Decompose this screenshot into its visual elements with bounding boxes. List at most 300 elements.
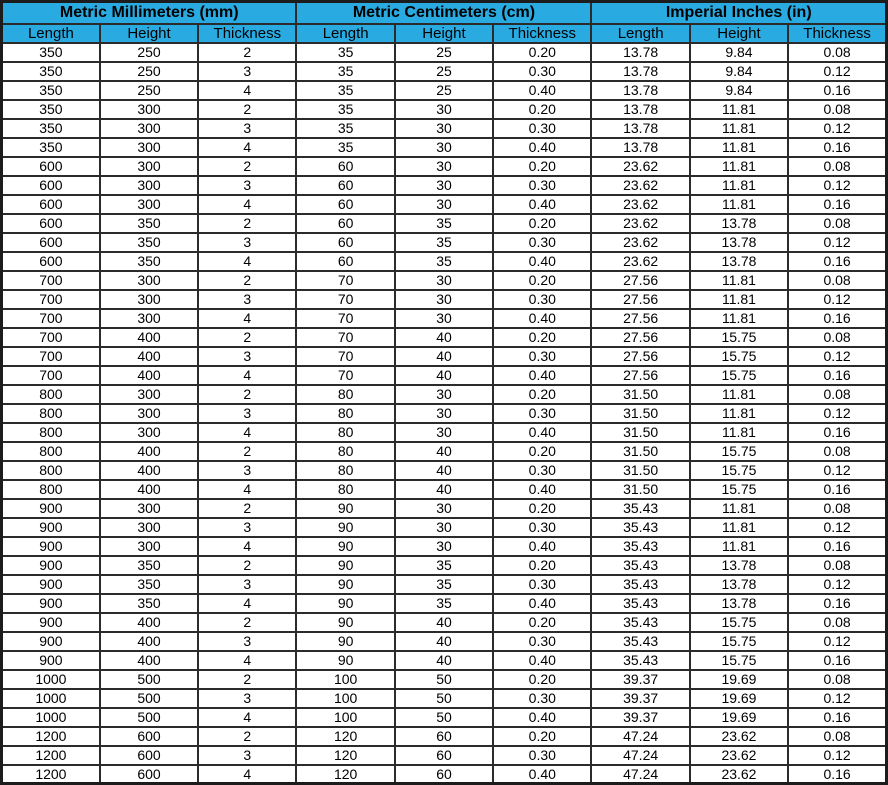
cell: 47.24 [591, 765, 689, 784]
cell: 90 [296, 632, 394, 651]
cell: 15.75 [690, 480, 788, 499]
cell: 3 [198, 119, 296, 138]
cell: 31.50 [591, 385, 689, 404]
table-row [2, 556, 887, 575]
cell: 35 [395, 594, 493, 613]
cell: 40 [395, 328, 493, 347]
cell: 900 [2, 613, 100, 632]
cell: 600 [100, 765, 198, 784]
cell: 0.16 [788, 537, 886, 556]
cell: 0.40 [493, 594, 591, 613]
cell: 0.40 [493, 366, 591, 385]
cell: 11.81 [690, 119, 788, 138]
cell: 3 [198, 575, 296, 594]
cell: 300 [100, 157, 198, 176]
cell: 11.81 [690, 138, 788, 157]
cell: 15.75 [690, 442, 788, 461]
cell: 0.40 [493, 138, 591, 157]
cell: 0.16 [788, 708, 886, 727]
column-header-in-height: Height [690, 24, 788, 43]
column-header-mm-thickness: Thickness [198, 24, 296, 43]
cell: 0.20 [493, 442, 591, 461]
cell: 30 [395, 157, 493, 176]
cell: 9.84 [690, 62, 788, 81]
cell: 0.08 [788, 670, 886, 689]
cell: 3 [198, 62, 296, 81]
cell: 35 [395, 214, 493, 233]
cell: 400 [100, 328, 198, 347]
cell: 39.37 [591, 689, 689, 708]
cell: 300 [100, 290, 198, 309]
cell: 40 [395, 366, 493, 385]
cell: 1200 [2, 765, 100, 784]
table-row [2, 651, 887, 670]
cell: 31.50 [591, 461, 689, 480]
cell: 19.69 [690, 689, 788, 708]
cell: 120 [296, 727, 394, 746]
column-header-mm-height: Height [100, 24, 198, 43]
cell: 600 [2, 252, 100, 271]
cell: 3 [198, 461, 296, 480]
cell: 500 [100, 689, 198, 708]
cell: 0.16 [788, 480, 886, 499]
cell: 30 [395, 176, 493, 195]
table-row [2, 252, 887, 271]
cell: 800 [2, 461, 100, 480]
cell: 0.30 [493, 575, 591, 594]
table-row [2, 613, 887, 632]
cell: 13.78 [591, 43, 689, 62]
cell: 1000 [2, 670, 100, 689]
cell: 2 [198, 100, 296, 119]
cell: 300 [100, 138, 198, 157]
column-header-cm-height: Height [395, 24, 493, 43]
table-row [2, 290, 887, 309]
cell: 0.20 [493, 499, 591, 518]
cell: 50 [395, 670, 493, 689]
cell: 0.40 [493, 81, 591, 100]
cell: 0.40 [493, 480, 591, 499]
table-row [2, 689, 887, 708]
cell: 100 [296, 670, 394, 689]
cell: 4 [198, 594, 296, 613]
table-row [2, 480, 887, 499]
column-header-mm-length: Length [2, 24, 100, 43]
cell: 11.81 [690, 176, 788, 195]
cell: 0.08 [788, 43, 886, 62]
cell: 0.30 [493, 119, 591, 138]
cell: 0.16 [788, 81, 886, 100]
group-header-cm: Metric Centimeters (cm) [296, 2, 591, 24]
cell: 4 [198, 480, 296, 499]
cell: 23.62 [690, 727, 788, 746]
cell: 70 [296, 271, 394, 290]
cell: 0.16 [788, 252, 886, 271]
cell: 1000 [2, 689, 100, 708]
table-body [2, 43, 887, 784]
table-row [2, 727, 887, 746]
table-row [2, 214, 887, 233]
cell: 400 [100, 651, 198, 670]
cell: 0.12 [788, 347, 886, 366]
table-row [2, 537, 887, 556]
table-row [2, 347, 887, 366]
cell: 11.81 [690, 499, 788, 518]
cell: 11.81 [690, 537, 788, 556]
cell: 350 [2, 43, 100, 62]
cell: 30 [395, 271, 493, 290]
cell: 60 [296, 195, 394, 214]
cell: 0.16 [788, 423, 886, 442]
cell: 0.16 [788, 765, 886, 784]
cell: 0.08 [788, 727, 886, 746]
column-header-in-thickness: Thickness [788, 24, 886, 43]
cell: 0.30 [493, 746, 591, 765]
cell: 350 [2, 138, 100, 157]
cell: 600 [2, 233, 100, 252]
cell: 13.78 [591, 81, 689, 100]
cell: 23.62 [591, 157, 689, 176]
cell: 0.30 [493, 290, 591, 309]
cell: 0.40 [493, 309, 591, 328]
cell: 600 [2, 157, 100, 176]
cell: 11.81 [690, 309, 788, 328]
cell: 3 [198, 632, 296, 651]
cell: 0.40 [493, 708, 591, 727]
cell: 0.20 [493, 100, 591, 119]
cell: 47.24 [591, 746, 689, 765]
cell: 60 [296, 214, 394, 233]
table-row [2, 708, 887, 727]
cell: 0.40 [493, 195, 591, 214]
cell: 2 [198, 727, 296, 746]
cell: 0.20 [493, 328, 591, 347]
group-header-mm: Metric Millimeters (mm) [2, 2, 297, 24]
cell: 0.20 [493, 385, 591, 404]
cell: 700 [2, 347, 100, 366]
cell: 0.20 [493, 613, 591, 632]
cell: 4 [198, 651, 296, 670]
cell: 70 [296, 309, 394, 328]
cell: 0.30 [493, 62, 591, 81]
cell: 0.12 [788, 62, 886, 81]
cell: 30 [395, 138, 493, 157]
cell: 3 [198, 176, 296, 195]
cell: 35.43 [591, 632, 689, 651]
cell: 2 [198, 613, 296, 632]
cell: 27.56 [591, 328, 689, 347]
cell: 800 [2, 442, 100, 461]
cell: 600 [100, 746, 198, 765]
cell: 300 [100, 176, 198, 195]
cell: 60 [296, 233, 394, 252]
table-row [2, 518, 887, 537]
table-row [2, 328, 887, 347]
cell: 60 [395, 727, 493, 746]
cell: 300 [100, 195, 198, 214]
cell: 35.43 [591, 537, 689, 556]
cell: 23.62 [591, 252, 689, 271]
cell: 0.30 [493, 347, 591, 366]
cell: 350 [2, 81, 100, 100]
cell: 80 [296, 442, 394, 461]
table-row [2, 81, 887, 100]
cell: 2 [198, 385, 296, 404]
cell: 0.30 [493, 689, 591, 708]
cell: 30 [395, 499, 493, 518]
cell: 0.12 [788, 518, 886, 537]
cell: 30 [395, 385, 493, 404]
cell: 15.75 [690, 613, 788, 632]
cell: 0.16 [788, 138, 886, 157]
cell: 3 [198, 347, 296, 366]
cell: 300 [100, 423, 198, 442]
cell: 40 [395, 347, 493, 366]
cell: 27.56 [591, 290, 689, 309]
cell: 2 [198, 157, 296, 176]
cell: 27.56 [591, 347, 689, 366]
cell: 0.12 [788, 404, 886, 423]
cell: 400 [100, 366, 198, 385]
cell: 50 [395, 689, 493, 708]
cell: 9.84 [690, 43, 788, 62]
cell: 31.50 [591, 442, 689, 461]
cell: 11.81 [690, 404, 788, 423]
cell: 50 [395, 708, 493, 727]
cell: 13.78 [690, 575, 788, 594]
cell: 0.12 [788, 119, 886, 138]
cell: 2 [198, 670, 296, 689]
cell: 100 [296, 708, 394, 727]
cell: 30 [395, 309, 493, 328]
cell: 0.20 [493, 43, 591, 62]
table-row [2, 233, 887, 252]
table-row [2, 499, 887, 518]
cell: 11.81 [690, 195, 788, 214]
cell: 80 [296, 385, 394, 404]
cell: 30 [395, 518, 493, 537]
cell: 47.24 [591, 727, 689, 746]
table-row [2, 670, 887, 689]
cell: 1200 [2, 727, 100, 746]
cell: 120 [296, 746, 394, 765]
cell: 35.43 [591, 556, 689, 575]
cell: 35 [395, 575, 493, 594]
cell: 0.40 [493, 651, 591, 670]
cell: 900 [2, 556, 100, 575]
cell: 90 [296, 556, 394, 575]
cell: 3 [198, 404, 296, 423]
table-row [2, 138, 887, 157]
cell: 4 [198, 81, 296, 100]
cell: 35.43 [591, 651, 689, 670]
cell: 400 [100, 613, 198, 632]
cell: 15.75 [690, 632, 788, 651]
cell: 35 [395, 252, 493, 271]
table-row [2, 43, 887, 62]
cell: 300 [100, 271, 198, 290]
cell: 0.20 [493, 271, 591, 290]
cell: 250 [100, 81, 198, 100]
cell: 300 [100, 404, 198, 423]
table-header [2, 2, 887, 43]
cell: 400 [100, 480, 198, 499]
table-row [2, 461, 887, 480]
cell: 60 [395, 765, 493, 784]
cell: 3 [198, 518, 296, 537]
cell: 23.62 [690, 746, 788, 765]
cell: 4 [198, 537, 296, 556]
cell: 40 [395, 613, 493, 632]
cell: 0.12 [788, 290, 886, 309]
cell: 0.12 [788, 461, 886, 480]
cell: 700 [2, 366, 100, 385]
cell: 300 [100, 518, 198, 537]
table-row [2, 404, 887, 423]
cell: 30 [395, 195, 493, 214]
cell: 0.16 [788, 651, 886, 670]
table-row [2, 423, 887, 442]
cell: 500 [100, 670, 198, 689]
column-header-cm-thickness: Thickness [493, 24, 591, 43]
cell: 80 [296, 461, 394, 480]
cell: 700 [2, 290, 100, 309]
cell: 2 [198, 442, 296, 461]
cell: 11.81 [690, 157, 788, 176]
cell: 400 [100, 461, 198, 480]
cell: 250 [100, 43, 198, 62]
cell: 600 [2, 176, 100, 195]
cell: 2 [198, 499, 296, 518]
cell: 0.30 [493, 176, 591, 195]
cell: 2 [198, 556, 296, 575]
cell: 0.12 [788, 689, 886, 708]
cell: 80 [296, 404, 394, 423]
cell: 900 [2, 518, 100, 537]
cell: 25 [395, 81, 493, 100]
cell: 30 [395, 537, 493, 556]
cell: 900 [2, 499, 100, 518]
cell: 35.43 [591, 613, 689, 632]
cell: 13.78 [591, 119, 689, 138]
cell: 30 [395, 404, 493, 423]
cell: 0.20 [493, 157, 591, 176]
cell: 0.08 [788, 556, 886, 575]
cell: 2 [198, 214, 296, 233]
cell: 23.62 [591, 233, 689, 252]
cell: 350 [2, 62, 100, 81]
cell: 0.08 [788, 385, 886, 404]
cell: 350 [100, 594, 198, 613]
cell: 800 [2, 480, 100, 499]
cell: 0.30 [493, 632, 591, 651]
cell: 60 [296, 157, 394, 176]
cell: 90 [296, 518, 394, 537]
cell: 0.08 [788, 442, 886, 461]
cell: 700 [2, 309, 100, 328]
cell: 900 [2, 594, 100, 613]
cell: 90 [296, 499, 394, 518]
cell: 13.78 [591, 100, 689, 119]
cell: 0.12 [788, 746, 886, 765]
cell: 0.16 [788, 366, 886, 385]
cell: 15.75 [690, 461, 788, 480]
table-row [2, 746, 887, 765]
cell: 13.78 [690, 233, 788, 252]
cell: 4 [198, 366, 296, 385]
cell: 0.20 [493, 670, 591, 689]
cell: 13.78 [690, 556, 788, 575]
cell: 70 [296, 366, 394, 385]
cell: 0.30 [493, 233, 591, 252]
cell: 1000 [2, 708, 100, 727]
cell: 11.81 [690, 518, 788, 537]
cell: 23.62 [591, 214, 689, 233]
column-header-row [2, 24, 887, 43]
cell: 15.75 [690, 328, 788, 347]
cell: 350 [2, 119, 100, 138]
cell: 23.62 [591, 176, 689, 195]
cell: 11.81 [690, 290, 788, 309]
cell: 900 [2, 651, 100, 670]
table-row [2, 271, 887, 290]
cell: 40 [395, 442, 493, 461]
cell: 350 [100, 575, 198, 594]
cell: 40 [395, 651, 493, 670]
cell: 4 [198, 423, 296, 442]
cell: 0.08 [788, 157, 886, 176]
cell: 13.78 [690, 252, 788, 271]
cell: 4 [198, 138, 296, 157]
cell: 800 [2, 404, 100, 423]
cell: 31.50 [591, 423, 689, 442]
table-row [2, 119, 887, 138]
cell: 30 [395, 423, 493, 442]
cell: 70 [296, 328, 394, 347]
table-row [2, 176, 887, 195]
cell: 0.12 [788, 575, 886, 594]
cell: 0.16 [788, 195, 886, 214]
cell: 3 [198, 290, 296, 309]
cell: 23.62 [690, 765, 788, 784]
cell: 35 [296, 138, 394, 157]
group-header-in: Imperial Inches (in) [591, 2, 886, 24]
cell: 0.40 [493, 252, 591, 271]
table-row [2, 632, 887, 651]
cell: 80 [296, 480, 394, 499]
cell: 90 [296, 537, 394, 556]
cell: 4 [198, 708, 296, 727]
cell: 11.81 [690, 423, 788, 442]
cell: 0.08 [788, 271, 886, 290]
cell: 0.20 [493, 214, 591, 233]
table-row [2, 442, 887, 461]
cell: 300 [100, 499, 198, 518]
cell: 11.81 [690, 385, 788, 404]
cell: 100 [296, 689, 394, 708]
table-row [2, 366, 887, 385]
cell: 4 [198, 195, 296, 214]
cell: 70 [296, 347, 394, 366]
cell: 60 [395, 746, 493, 765]
cell: 13.78 [690, 214, 788, 233]
cell: 13.78 [690, 594, 788, 613]
cell: 0.40 [493, 765, 591, 784]
cell: 35 [296, 100, 394, 119]
cell: 40 [395, 461, 493, 480]
cell: 4 [198, 309, 296, 328]
cell: 600 [100, 727, 198, 746]
